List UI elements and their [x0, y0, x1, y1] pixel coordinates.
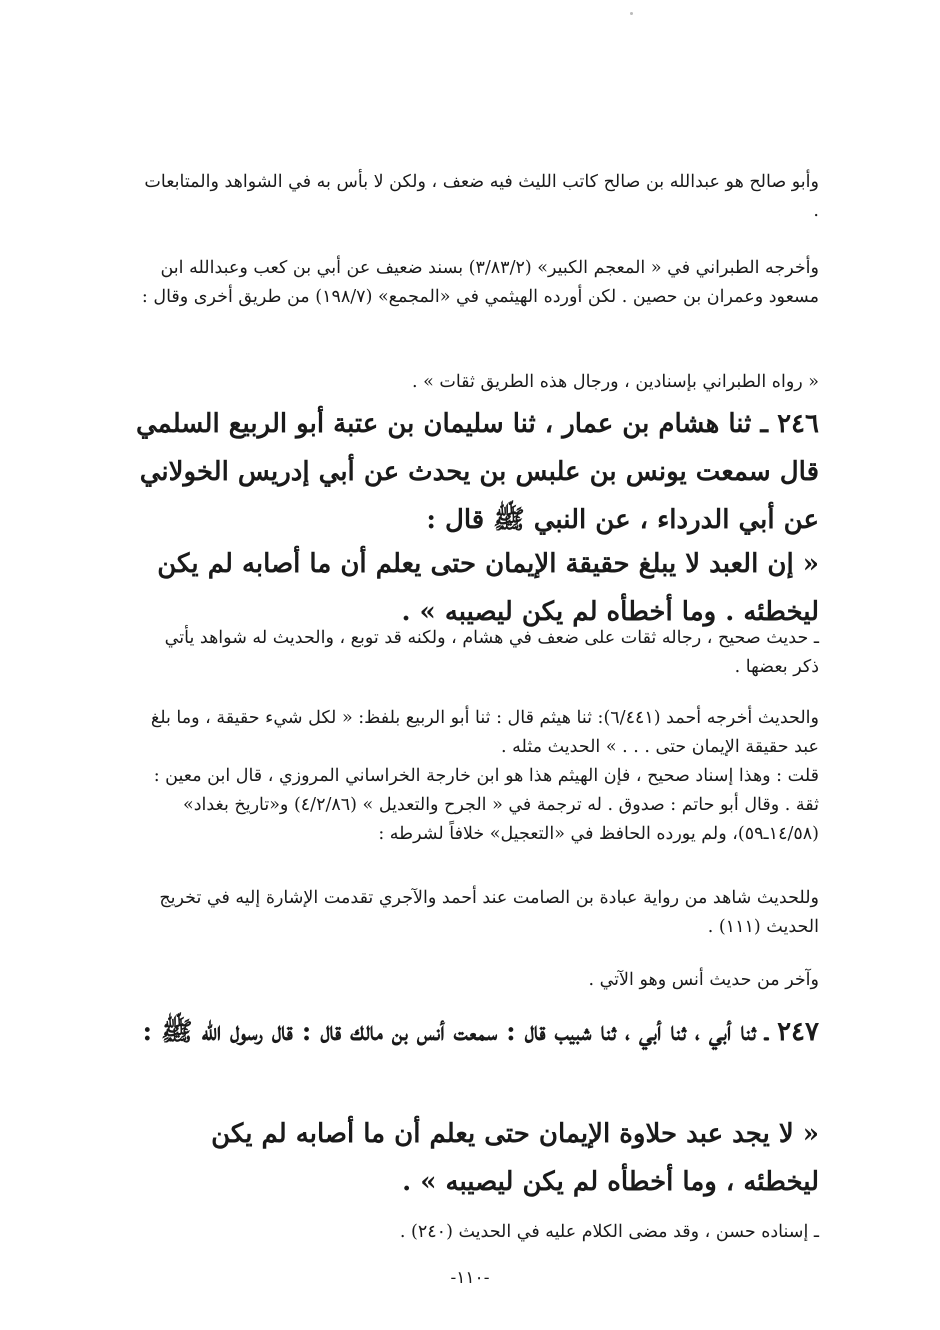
- hadith-247-isnad: ٢٤٧ ـ ثنا أبي ، ثنا أبي ، ثنا شبيب قال : سمعت أنس بن مالك قال : قال رسول الله ﷺ :: [142, 1017, 819, 1047]
- page-number: -١١٠-: [450, 1268, 490, 1288]
- grading-247: ـ إسناده حسن ، وقد مضى الكلام عليه في الحديث (٢٤٠) .: [399, 1222, 819, 1242]
- hadith-246-isnad: ٢٤٦ ـ ثنا هشام بن عمار ، ثنا سليمان بن عتبة أبو الربيع السلمي قال سمعت يونس بن علبس بن يحدث عن أبي إدريس الخولاني عن أبي الدرداء ، عن النبي ﷺ قال :: [136, 409, 819, 535]
- hadith-246-matn: « إن العبد لا يبلغ حقيقة الإيمان حتى يعلم أن ما أصابه لم يكن ليخطئه . وما أخطأه لم يكن ليصيبه » .: [157, 549, 819, 627]
- note-abu-salih: وأبو صالح هو عبدالله بن صالح كاتب الليث فيه ضعف ، ولكن لا بأس به في الشواهد والمتابعات .: [144, 172, 819, 221]
- comment-isnad: قلت : وهذا إسناد صحيح ، فإن الهيثم هذا هو ابن خارجة الخراساني المروزي ، قال ابن معين : ثقة . وقال أبو حاتم : صدوق . له ترجمة في « الجرح والتعديل » (٤/٢/٨٦) و«تاريخ بغداد» (١٤/٥٨ـ٥٩)، ولم يورده الحافظ في «التعجيل» خلافاً لشرطه :: [153, 766, 819, 844]
- scan-speck: [630, 12, 633, 15]
- takhrij-ahmad: والحديث أخرجه أحمد (٦/٤٤١): ثنا هيثم قال : ثنا أبو الربيع بلفظ: « لكل شيء حقيقة ، وما بلغ عبد حقيقة الإيمان حتى . . . » الحديث مثله .: [150, 708, 819, 757]
- shahid-ubada: وللحديث شاهد من رواية عبادة بن الصامت عند أحمد والآجري تقدمت الإشارة إليه في تخريج الحديث (١١١) .: [159, 888, 819, 937]
- note-tabarani: وأخرجه الطبراني في « المعجم الكبير» (٣/٨٣/٢) بسند ضعيف عن أبي بن كعب وعبدالله ابن مسعود وعمران بن حصين . لكن أورده الهيثمي في «المجمع» (١٩٨/٧) من طريق أخرى وقال :: [141, 258, 819, 307]
- shahid-anas: وآخر من حديث أنس وهو الآتي .: [588, 970, 819, 990]
- note-haythami-quote: « رواه الطبراني بإسنادين ، ورجال هذه الطريق ثقات » .: [411, 372, 819, 392]
- hadith-247-matn: « لا يجد عبد حلاوة الإيمان حتى يعلم أن ما أصابه لم يكن ليخطئه ، وما أخطأه لم يكن ليصيبه » .: [211, 1119, 819, 1197]
- grading-246: ـ حديث صحيح ، رجاله ثقات على ضعف في هشام ، ولكنه قد توبع ، والحديث له شواهد يأتي ذكر بعضها .: [164, 628, 819, 677]
